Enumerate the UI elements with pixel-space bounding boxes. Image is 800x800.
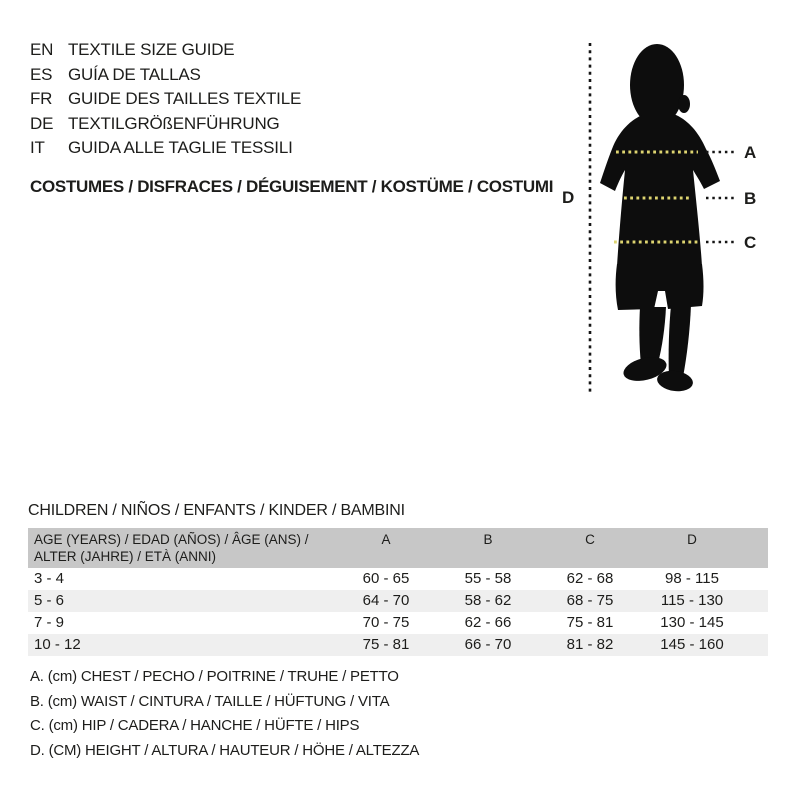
size-table — [28, 528, 768, 656]
language-row — [30, 38, 301, 63]
age-cell: 10 - 12 — [34, 636, 81, 653]
language-guide — [30, 38, 301, 161]
value-cell: 64 - 70 — [362, 592, 410, 609]
language-code: EN — [30, 40, 54, 59]
child-silhouette — [600, 44, 720, 393]
language-title: GUÍA DE TALLAS — [68, 64, 201, 84]
value-cell: 55 - 58 — [464, 570, 512, 587]
language-code: ES — [30, 64, 53, 84]
legend-line-waist: B. (cm) WAIST / CINTURA / TAILLE / HÜFTUNG / VITA — [30, 692, 390, 710]
age-header-line1: AGE (YEARS) / EDAD (AÑOS) / ÂGE (ANS) / — [34, 532, 309, 547]
value-cell: 98 - 115 — [665, 570, 719, 587]
table-row — [28, 568, 768, 590]
language-code: FR — [30, 89, 53, 109]
children-section-title: CHILDREN / NIÑOS / ENFANTS / KINDER / BAMBINI — [28, 502, 405, 519]
language-row — [30, 63, 301, 88]
value-cell: 145 - 160 — [660, 636, 724, 653]
value-cell: 130 - 145 — [660, 614, 724, 631]
value-cell: 68 - 75 — [566, 592, 614, 609]
language-title: TEXTILGRÖßENFÜHRUNG — [68, 113, 280, 133]
age-header — [28, 528, 335, 565]
legend-line-hip: C. (cm) HIP / CADERA / HANCHE / HÜFTE / HIPS — [30, 717, 360, 734]
language-row — [30, 87, 301, 112]
language-code: DE — [30, 113, 54, 133]
language-title: GUIDE DES TAILLES TEXTILE — [68, 89, 302, 109]
value-cell: 58 - 62 — [464, 592, 512, 609]
legend-line-height: D. (CM) HEIGHT / ALTURA / HAUTEUR / HÖHE / ALTEZZA — [30, 741, 420, 759]
value-cell: 60 - 65 — [362, 570, 410, 587]
value-cell: 115 - 130 — [660, 592, 724, 609]
language-title: GUIDA ALLE TAGLIE TESSILI — [68, 138, 293, 158]
table-row — [28, 590, 768, 612]
value-cell: 70 - 75 — [362, 614, 410, 631]
table-header-row — [28, 528, 768, 568]
col-header-c: C — [585, 532, 595, 547]
legend-line-chest: A. (cm) CHEST / PECHO / POITRINE / TRUHE / PETTO — [30, 668, 399, 685]
value-cell: 75 - 81 — [566, 614, 614, 631]
label-d: D — [562, 188, 575, 207]
label-b: B — [744, 189, 757, 208]
col-header-a: A — [381, 532, 391, 547]
col-header-b: B — [483, 532, 493, 547]
value-cell: 81 - 82 — [566, 636, 614, 653]
age-cell: 7 - 9 — [34, 614, 65, 631]
child-figure — [540, 20, 800, 420]
language-code: IT — [30, 138, 45, 158]
label-c: C — [744, 233, 757, 252]
language-title: TEXTILE SIZE GUIDE — [68, 40, 235, 59]
value-cell: 75 - 81 — [362, 636, 410, 653]
language-row — [30, 136, 301, 161]
label-a: A — [744, 143, 757, 162]
age-cell: 5 - 6 — [34, 592, 65, 609]
table-row — [28, 612, 768, 634]
measurement-legend — [30, 665, 419, 763]
language-row — [30, 112, 301, 137]
age-header-line2: ALTER (JAHRE) / ETÀ (ANNI) — [34, 549, 217, 564]
table-row — [28, 634, 768, 656]
col-header-d: D — [687, 532, 697, 547]
age-cell: 3 - 4 — [34, 570, 65, 587]
value-cell: 62 - 68 — [566, 570, 614, 587]
category-title: COSTUMES / DISFRACES / DÉGUISEMENT / KOSTÜME / COSTUMI — [30, 177, 554, 196]
value-cell: 62 - 66 — [464, 614, 512, 631]
value-cell: 66 - 70 — [464, 636, 512, 653]
